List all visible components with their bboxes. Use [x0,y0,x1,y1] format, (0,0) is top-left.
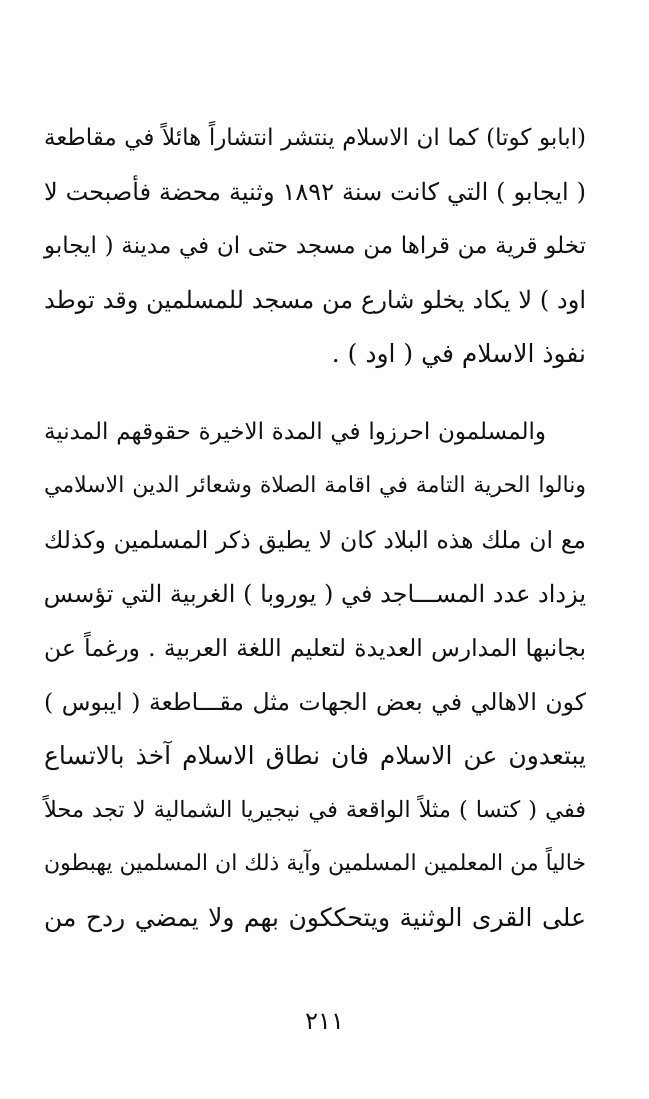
text-line: بجانبها المدارس العديدة لتعليم اللغة العربية . ورغماً عن [44,634,586,662]
text-line: كون الاهالي في بعض الجهات مثل مقـــاطعة ( ايبوس ) [44,688,586,716]
page-number: ٢١١ [305,1007,344,1035]
text-line: مع ان ملك هذه البلاد كان لا يطيق ذكر المسلمين وكذلك [44,526,586,554]
text-line: ونالوا الحرية التامة في اقامة الصلاة وشعائر الدين الاسلامي [44,473,586,498]
text-line: ففي ( كتسا ) مثلاً الواقعة في نيجيريا الشمالية لا تجد محلاً [44,797,586,823]
text-line: والمسلمون احرزوا في المدة الاخيرة حقوقهم المدنية [44,419,546,445]
text-line: نفوذ الاسلام في ( اود ) . [331,339,586,368]
text-line: خالياً من المعلمين المسلمين وآية ذلك ان المسلمين يهبطون [44,851,586,876]
text-line: يزداد عدد المســـاجد في ( يوروبا ) الغربية التي تؤسس [43,580,586,608]
text-line: اود ) لا يكاد يخلو شارع من مسجد للمسلمين وقد توطد [44,286,586,314]
text-line: تخلو قرية من قراها من مسجد حتى ان في مدينة ( ايجابو [44,233,586,259]
text-line: ( ايجابو ) التي كانت سنة ١٨٩٢ وثنية محضة فأصبحت لا [44,178,586,206]
text-line: يبتعدون عن الاسلام فان نطاق الاسلام آخذ بالاتساع [44,741,586,770]
paragraph-2 [44,405,586,945]
text-line: (ابابو كوتا) كما ان الاسلام ينتشر انتشاراً هائلاً في مقاطعة [44,125,586,151]
paragraph-1 [44,111,586,381]
text-line: على القرى الوثنية ويتحككون بهم ولا يمضي ردح من [44,903,586,932]
